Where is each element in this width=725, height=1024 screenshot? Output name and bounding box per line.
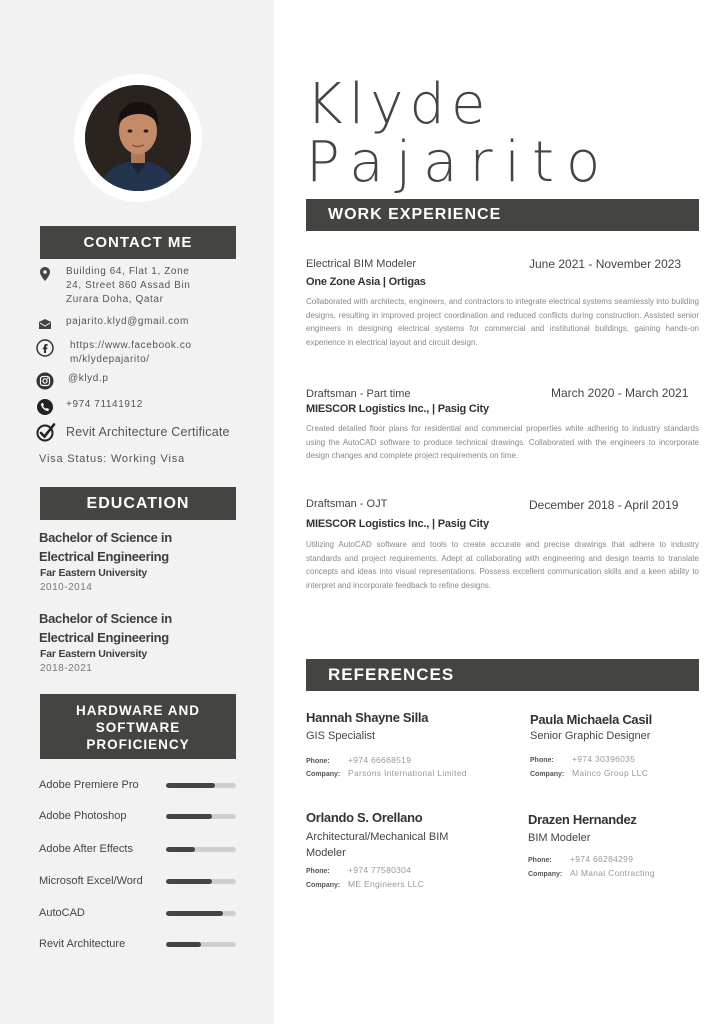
reference-phone-2: Phone: +974 30396035 (530, 754, 636, 764)
job-date-3: December 2018 - April 2019 (529, 498, 679, 512)
first-name: Klyde (306, 72, 492, 137)
skill-level-fill (166, 942, 201, 947)
visa-status: Visa Status: Working Visa (39, 453, 185, 465)
sidebar (0, 0, 274, 1024)
references-heading: REFERENCES (306, 659, 699, 691)
location-pin-icon (36, 265, 54, 283)
envelope-icon (36, 315, 54, 333)
reference-role-2: Senior Graphic Designer (530, 730, 651, 742)
contact-facebook (36, 339, 236, 367)
reference-company-2: Company: Mainco Group LLC (530, 768, 649, 778)
reference-company-1: Company: Parsons International Limited (306, 768, 467, 778)
job-company-2: MIESCOR Logistics Inc., | Pasig City (306, 403, 489, 415)
skill-level-bar (166, 814, 236, 819)
skill-name: Adobe Premiere Pro (39, 779, 139, 791)
instagram-icon (36, 372, 54, 390)
address-line-2: 24, Street 860 Assad Bin (66, 280, 191, 291)
phone-icon (36, 398, 54, 416)
skill-level-bar (166, 879, 236, 884)
reference-name-4: Drazen Hernandez (528, 812, 637, 827)
skill-name: Revit Architecture (39, 938, 126, 950)
job-description-1: Collaborated with architects, engineers, and contractors to integrate electrical systems seamlessly into building designs, resulting in improved project coordination and reduced conflicts during construction. Assisted senior engineers in designing electrical systems for commercial and institutional buildings, gaining hands-on experience in electrical layout and circuit design. (306, 297, 699, 347)
education-years-2: 2018-2021 (40, 663, 93, 674)
contact-email (36, 315, 236, 333)
education-school-1: Far Eastern University (40, 567, 148, 579)
skill-level-fill (166, 783, 215, 788)
skill-level-fill (166, 911, 223, 916)
education-degree-2: Bachelor of Science in Electrical Engineering (39, 611, 172, 645)
job-company-1: One Zone Asia | Ortigas (306, 276, 426, 288)
reference-name-1: Hannah Shayne Silla (306, 710, 429, 725)
facebook-link[interactable]: https://www.facebook.co m/klydepajarito/ (70, 340, 192, 365)
instagram-handle[interactable]: @klyd.p (68, 373, 109, 384)
skill-level-bar (166, 783, 236, 788)
phone-number[interactable]: +974 71141912 (66, 399, 143, 410)
skill-level-bar (166, 847, 236, 852)
reference-role-1: GIS Specialist (306, 730, 376, 742)
contact-address (36, 265, 236, 307)
reference-role-3: Architectural/Mechanical BIM Modeler (306, 831, 449, 859)
work-experience-heading: WORK EXPERIENCE (306, 199, 699, 231)
job-title-3: Draftsman - OJT (306, 498, 388, 510)
job-title-2: Draftsman - Part time (306, 388, 411, 400)
job-company-3: MIESCOR Logistics Inc., | Pasig City (306, 518, 489, 530)
skill-level-bar (166, 942, 236, 947)
profile-photo (85, 85, 191, 191)
job-date-2: March 2020 - March 2021 (551, 386, 689, 400)
certificate-text: Revit Architecture Certificate (66, 425, 230, 439)
reference-company-4: Company: Al Manal Contracting (528, 868, 655, 878)
reference-phone-1: Phone: +974 66668519 (306, 755, 412, 765)
education-heading: EDUCATION (40, 487, 236, 520)
reference-company-3: Company: ME Engineers LLC (306, 879, 425, 889)
job-description-2: Created detailed floor plans for residential and commercial properties while adhering to industry standards using the AutoCAD software to produce technical drawings. Collaborated with the engineers to incorporate design changes and complete project requirements on time. (306, 424, 699, 461)
reference-name-2: Paula Michaela Casil (530, 712, 652, 727)
address-line-1: Building 64, Flat 1, Zone (66, 266, 190, 277)
profile-photo-frame (74, 74, 202, 202)
reference-role-4: BIM Modeler (528, 832, 591, 844)
reference-phone-4: Phone: +974 66284299 (528, 854, 634, 864)
job-title-1: Electrical BIM Modeler (306, 258, 417, 270)
contact-phone (36, 398, 236, 416)
reference-name-3: Orlando S. Orellano (306, 810, 423, 825)
facebook-icon (36, 339, 54, 357)
contact-instagram (36, 372, 236, 390)
education-years-1: 2010-2014 (40, 582, 93, 593)
email-link[interactable]: pajarito.klyd@gmail.com (66, 316, 189, 327)
skill-level-bar (166, 911, 236, 916)
skills-heading: HARDWARE AND SOFTWARE PROFICIENCY (40, 694, 236, 759)
address-line-3: Zurara Doha, Qatar (66, 294, 164, 305)
skill-level-fill (166, 847, 195, 852)
job-description-3: Utilizing AutoCAD software and tools to create accurate and precise drawings that adhere to industry standards and project requirements. Adept at collaborating with engineering and design teams to translate concepts and ideas into visual representations. Possess excellent communication skills and a keen ability to interpret and incorporate feedback to refine designs. (306, 540, 699, 590)
education-school-2: Far Eastern University (40, 648, 148, 660)
skill-level-fill (166, 814, 212, 819)
education-degree-1: Bachelor of Science in Electrical Engineering (39, 530, 172, 564)
job-date-1: June 2021 - November 2023 (529, 257, 682, 271)
skill-name: Microsoft Excel/Word (39, 875, 143, 887)
skill-name: AutoCAD (39, 907, 85, 919)
contact-certificate (36, 422, 236, 442)
reference-phone-3: Phone: +974 77580304 (306, 865, 412, 875)
contact-heading: CONTACT ME (40, 226, 236, 259)
skill-level-fill (166, 879, 212, 884)
skill-name: Adobe Photoshop (39, 810, 127, 822)
checkmark-icon (36, 422, 56, 442)
last-name: Pajarito (306, 130, 613, 195)
skill-name: Adobe After Effects (39, 843, 133, 855)
